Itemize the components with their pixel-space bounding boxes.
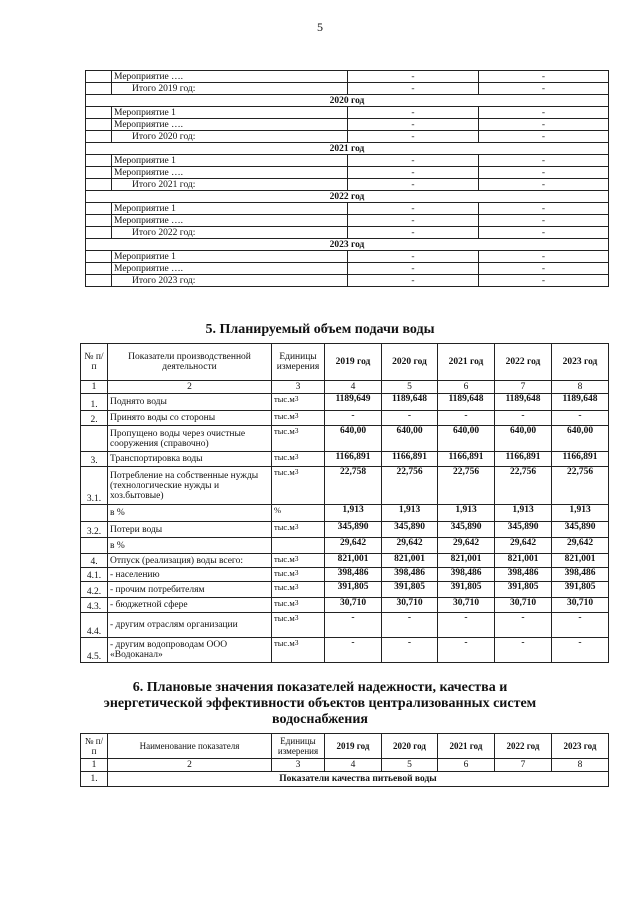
activity-label: Мероприятие 1 bbox=[112, 203, 348, 215]
unit-sup: 3 bbox=[294, 638, 299, 647]
indicator-name: - прочим потребителям bbox=[108, 582, 272, 598]
indicator-name: Транспортировка воды bbox=[108, 452, 272, 467]
activity-row bbox=[86, 155, 609, 167]
activity-label: Итого 2021 год: bbox=[112, 179, 348, 191]
activity-label: Мероприятие …. bbox=[112, 71, 348, 83]
activity-value: - bbox=[479, 119, 609, 131]
header-year: 2021 год bbox=[438, 734, 495, 759]
unit-cell bbox=[272, 394, 325, 411]
unit-text: тыс.м bbox=[274, 411, 295, 421]
indicator-name: Потребление на собственные нужды (технологические нужды и хоз.бытовые) bbox=[108, 467, 272, 505]
indicator-name: в % bbox=[108, 538, 272, 554]
activity-row bbox=[86, 167, 609, 179]
value-cell: 1166,891 bbox=[382, 452, 438, 467]
header-unit: Единицы измерения bbox=[272, 344, 325, 381]
unit-text: тыс.м bbox=[274, 522, 295, 532]
section5-title: 5. Планируемый объем подачи воды bbox=[205, 322, 435, 337]
value-cell: 30,710 bbox=[382, 598, 438, 613]
activity-label: Мероприятие …. bbox=[112, 119, 348, 131]
value-cell: 1,913 bbox=[438, 505, 495, 522]
column-number-row bbox=[81, 381, 609, 394]
row-blank bbox=[86, 155, 112, 167]
col-number: 1 bbox=[81, 381, 108, 394]
col-number: 6 bbox=[438, 759, 495, 772]
table-row bbox=[81, 394, 609, 411]
header-year: 2020 год bbox=[382, 344, 438, 381]
unit-sup: 3 bbox=[294, 411, 299, 420]
value-cell: 1189,649 bbox=[325, 394, 382, 411]
value-cell: 391,805 bbox=[325, 582, 382, 598]
activity-value: - bbox=[348, 275, 479, 287]
value-cell: 1166,891 bbox=[438, 452, 495, 467]
header-year: 2021 год bbox=[438, 344, 495, 381]
col-number: 2 bbox=[108, 381, 272, 394]
activity-label: Итого 2019 год: bbox=[112, 83, 348, 95]
row-num: 4.3. bbox=[81, 598, 108, 613]
value-cell: 345,890 bbox=[438, 522, 495, 538]
row-num bbox=[81, 538, 108, 554]
activity-value: - bbox=[348, 251, 479, 263]
activity-label: Мероприятие 1 bbox=[112, 107, 348, 119]
row-blank bbox=[86, 203, 112, 215]
indicator-name: Потери воды bbox=[108, 522, 272, 538]
unit-cell bbox=[272, 411, 325, 426]
row-blank bbox=[86, 167, 112, 179]
total-row bbox=[86, 131, 609, 143]
activity-value: - bbox=[479, 215, 609, 227]
value-cell: 1166,891 bbox=[325, 452, 382, 467]
activity-value: - bbox=[348, 107, 479, 119]
value-cell: 398,486 bbox=[325, 568, 382, 582]
table-row bbox=[81, 538, 609, 554]
col-number: 2 bbox=[108, 759, 272, 772]
header-year: 2023 год bbox=[552, 734, 609, 759]
total-row bbox=[86, 179, 609, 191]
value-cell: 345,890 bbox=[552, 522, 609, 538]
value-cell: 821,001 bbox=[438, 554, 495, 568]
header-year: 2023 год bbox=[552, 344, 609, 381]
col-number: 5 bbox=[382, 381, 438, 394]
header-year: 2020 год bbox=[382, 734, 438, 759]
section6-title: 6. Плановые значения показателей надежности, качества и энергетической эффективности объектов централизованных систем водоснабжения bbox=[103, 680, 537, 727]
value-cell: - bbox=[325, 613, 382, 638]
value-cell: 1189,648 bbox=[382, 394, 438, 411]
value-cell: 1,913 bbox=[325, 505, 382, 522]
col-number: 7 bbox=[495, 759, 552, 772]
value-cell: 1189,648 bbox=[552, 394, 609, 411]
total-row bbox=[86, 275, 609, 287]
value-cell: 640,00 bbox=[552, 426, 609, 452]
row-blank bbox=[86, 83, 112, 95]
subsection-title: Показатели качества питьевой воды bbox=[108, 772, 609, 787]
value-cell: - bbox=[382, 613, 438, 638]
page-number: 5 bbox=[317, 20, 323, 34]
activity-value: - bbox=[479, 227, 609, 239]
activity-row bbox=[86, 263, 609, 275]
value-cell: 1166,891 bbox=[495, 452, 552, 467]
col-number: 8 bbox=[552, 759, 609, 772]
row-blank bbox=[86, 275, 112, 287]
value-cell: 1,913 bbox=[552, 505, 609, 522]
activity-value: - bbox=[348, 83, 479, 95]
activity-value: - bbox=[348, 71, 479, 83]
value-cell: 640,00 bbox=[382, 426, 438, 452]
col-number: 1 bbox=[81, 759, 108, 772]
value-cell: 1189,648 bbox=[495, 394, 552, 411]
value-cell: - bbox=[438, 613, 495, 638]
activities-table bbox=[85, 70, 609, 287]
column-number-row bbox=[81, 759, 609, 772]
unit-sup: 3 bbox=[294, 452, 299, 461]
unit-sup: 3 bbox=[294, 613, 299, 622]
activity-row bbox=[86, 71, 609, 83]
activity-label: Мероприятие 1 bbox=[112, 155, 348, 167]
row-num: 2. bbox=[81, 411, 108, 426]
value-cell: - bbox=[495, 638, 552, 663]
unit-text: тыс.м bbox=[274, 582, 295, 592]
unit-text: % bbox=[274, 505, 282, 515]
activity-label: Итого 2020 год: bbox=[112, 131, 348, 143]
unit-sup: 3 bbox=[294, 568, 299, 577]
value-cell: 30,710 bbox=[438, 598, 495, 613]
activity-row bbox=[86, 251, 609, 263]
unit-sup: 3 bbox=[294, 554, 299, 563]
unit-cell bbox=[272, 452, 325, 467]
table-header-row bbox=[81, 734, 609, 759]
value-cell: - bbox=[325, 638, 382, 663]
activity-value: - bbox=[479, 107, 609, 119]
row-blank bbox=[86, 71, 112, 83]
activity-value: - bbox=[348, 227, 479, 239]
col-number: 4 bbox=[325, 381, 382, 394]
row-num: 4.5. bbox=[81, 638, 108, 663]
row-num: 3.1. bbox=[81, 467, 108, 505]
row-num bbox=[81, 505, 108, 522]
table-row bbox=[81, 598, 609, 613]
value-cell: - bbox=[325, 411, 382, 426]
indicator-name: - населению bbox=[108, 568, 272, 582]
indicator-name: - другим водопроводам ООО «Водоканал» bbox=[108, 638, 272, 663]
row-blank bbox=[86, 251, 112, 263]
row-num: 3.2. bbox=[81, 522, 108, 538]
value-cell: 398,486 bbox=[495, 568, 552, 582]
value-cell: 22,758 bbox=[325, 467, 382, 505]
activity-value: - bbox=[479, 155, 609, 167]
unit-sup: 3 bbox=[294, 467, 299, 476]
row-blank bbox=[86, 227, 112, 239]
year-row bbox=[86, 143, 609, 155]
unit-cell bbox=[272, 522, 325, 538]
table-row bbox=[81, 426, 609, 452]
header-year: 2022 год bbox=[495, 344, 552, 381]
col-number: 7 bbox=[495, 381, 552, 394]
unit-text: тыс.м bbox=[274, 568, 295, 578]
indicator-name: Принято воды со стороны bbox=[108, 411, 272, 426]
year-row bbox=[86, 191, 609, 203]
year-row bbox=[86, 239, 609, 251]
unit-text: тыс.м bbox=[274, 394, 295, 404]
unit-cell bbox=[272, 568, 325, 582]
value-cell: 29,642 bbox=[325, 538, 382, 554]
col-number: 6 bbox=[438, 381, 495, 394]
value-cell: 29,642 bbox=[495, 538, 552, 554]
table-row bbox=[81, 568, 609, 582]
activity-value: - bbox=[348, 119, 479, 131]
value-cell: 391,805 bbox=[552, 582, 609, 598]
value-cell: - bbox=[552, 638, 609, 663]
total-row bbox=[86, 83, 609, 95]
header-year: 2019 год bbox=[325, 734, 382, 759]
indicator-name: - бюджетной сфере bbox=[108, 598, 272, 613]
value-cell: 22,756 bbox=[552, 467, 609, 505]
value-cell: 22,756 bbox=[495, 467, 552, 505]
value-cell: 29,642 bbox=[382, 538, 438, 554]
value-cell: - bbox=[382, 411, 438, 426]
header-indicator: Наименование показателя bbox=[108, 734, 272, 759]
activity-value: - bbox=[479, 83, 609, 95]
indicator-name: Отпуск (реализация) воды всего: bbox=[108, 554, 272, 568]
value-cell: 345,890 bbox=[495, 522, 552, 538]
activity-label: Мероприятие …. bbox=[112, 263, 348, 275]
total-row bbox=[86, 227, 609, 239]
row-num bbox=[81, 426, 108, 452]
value-cell: 640,00 bbox=[495, 426, 552, 452]
activity-value: - bbox=[348, 131, 479, 143]
header-year: 2019 год bbox=[325, 344, 382, 381]
value-cell: 821,001 bbox=[552, 554, 609, 568]
value-cell: 821,001 bbox=[382, 554, 438, 568]
unit-cell bbox=[272, 598, 325, 613]
activity-value: - bbox=[479, 179, 609, 191]
subsection-num: 1. bbox=[81, 772, 108, 787]
activity-label: Мероприятие …. bbox=[112, 167, 348, 179]
value-cell: 1,913 bbox=[382, 505, 438, 522]
value-cell: 391,805 bbox=[495, 582, 552, 598]
table-row bbox=[81, 411, 609, 426]
unit-text: тыс.м bbox=[274, 426, 295, 436]
value-cell: 345,890 bbox=[325, 522, 382, 538]
water-supply-table bbox=[80, 343, 609, 663]
unit-text: тыс.м bbox=[274, 554, 295, 564]
value-cell: - bbox=[438, 411, 495, 426]
table-header-row bbox=[81, 344, 609, 381]
col-number: 3 bbox=[272, 381, 325, 394]
unit-cell bbox=[272, 638, 325, 663]
indicator-name: Пропущено воды через очистные сооружения (справочно) bbox=[108, 426, 272, 452]
value-cell: 22,756 bbox=[438, 467, 495, 505]
unit-text: тыс.м bbox=[274, 613, 295, 623]
unit-text: тыс.м bbox=[274, 638, 295, 648]
row-num: 4.4. bbox=[81, 613, 108, 638]
unit-cell bbox=[272, 538, 325, 554]
year-label: 2020 год bbox=[86, 95, 609, 107]
table-row bbox=[81, 613, 609, 638]
unit-text: тыс.м bbox=[274, 452, 295, 462]
unit-cell bbox=[272, 613, 325, 638]
value-cell: 345,890 bbox=[382, 522, 438, 538]
year-row bbox=[86, 95, 609, 107]
unit-sup: 3 bbox=[294, 426, 299, 435]
value-cell: 1166,891 bbox=[552, 452, 609, 467]
row-num: 3. bbox=[81, 452, 108, 467]
row-blank bbox=[86, 179, 112, 191]
value-cell: 821,001 bbox=[495, 554, 552, 568]
activity-row bbox=[86, 119, 609, 131]
unit-sup: 3 bbox=[294, 522, 299, 531]
value-cell: 821,001 bbox=[325, 554, 382, 568]
table-row bbox=[81, 505, 609, 522]
activity-label: Мероприятие 1 bbox=[112, 251, 348, 263]
col-number: 3 bbox=[272, 759, 325, 772]
activity-row bbox=[86, 203, 609, 215]
activity-value: - bbox=[479, 167, 609, 179]
activity-value: - bbox=[348, 179, 479, 191]
unit-sup: 3 bbox=[294, 582, 299, 591]
value-cell: - bbox=[382, 638, 438, 663]
activity-value: - bbox=[479, 131, 609, 143]
row-num: 4.1. bbox=[81, 568, 108, 582]
value-cell: 640,00 bbox=[438, 426, 495, 452]
activity-label: Итого 2023 год: bbox=[112, 275, 348, 287]
activity-label: Итого 2022 год: bbox=[112, 227, 348, 239]
activity-value: - bbox=[348, 263, 479, 275]
value-cell: - bbox=[552, 613, 609, 638]
unit-cell bbox=[272, 426, 325, 452]
row-num: 4.2. bbox=[81, 582, 108, 598]
activity-value: - bbox=[479, 203, 609, 215]
activity-row bbox=[86, 215, 609, 227]
subsection-row bbox=[81, 772, 609, 787]
indicator-name: в % bbox=[108, 505, 272, 522]
activity-value: - bbox=[479, 263, 609, 275]
activity-value: - bbox=[348, 155, 479, 167]
table-row bbox=[81, 554, 609, 568]
row-blank bbox=[86, 131, 112, 143]
row-blank bbox=[86, 119, 112, 131]
unit-text: тыс.м bbox=[274, 467, 295, 477]
row-num: 1. bbox=[81, 394, 108, 411]
col-number: 8 bbox=[552, 381, 609, 394]
header-num: № п/п bbox=[81, 344, 108, 381]
unit-sup: 3 bbox=[294, 598, 299, 607]
table-row bbox=[81, 638, 609, 663]
year-label: 2021 год bbox=[86, 143, 609, 155]
value-cell: 30,710 bbox=[495, 598, 552, 613]
value-cell: 391,805 bbox=[438, 582, 495, 598]
value-cell: 398,486 bbox=[552, 568, 609, 582]
value-cell: 30,710 bbox=[325, 598, 382, 613]
row-blank bbox=[86, 215, 112, 227]
activity-value: - bbox=[348, 203, 479, 215]
col-number: 5 bbox=[382, 759, 438, 772]
indicator-name: - другим отраслям организации bbox=[108, 613, 272, 638]
value-cell: 398,486 bbox=[438, 568, 495, 582]
activity-label: Мероприятие …. bbox=[112, 215, 348, 227]
activity-value: - bbox=[479, 71, 609, 83]
activity-row bbox=[86, 107, 609, 119]
unit-sup: 3 bbox=[294, 394, 299, 403]
unit-text: тыс.м bbox=[274, 598, 295, 608]
col-number: 4 bbox=[325, 759, 382, 772]
table-row bbox=[81, 467, 609, 505]
activity-value: - bbox=[479, 251, 609, 263]
indicator-name: Поднято воды bbox=[108, 394, 272, 411]
value-cell: 29,642 bbox=[438, 538, 495, 554]
year-label: 2023 год bbox=[86, 239, 609, 251]
indicators-table bbox=[80, 733, 609, 787]
header-unit: Единицы измерения bbox=[272, 734, 325, 759]
unit-cell bbox=[272, 582, 325, 598]
activity-value: - bbox=[348, 215, 479, 227]
value-cell: 1189,648 bbox=[438, 394, 495, 411]
header-num: № п/п bbox=[81, 734, 108, 759]
header-year: 2022 год bbox=[495, 734, 552, 759]
value-cell: 22,756 bbox=[382, 467, 438, 505]
activity-value: - bbox=[348, 167, 479, 179]
unit-cell bbox=[272, 467, 325, 505]
year-label: 2022 год bbox=[86, 191, 609, 203]
value-cell: - bbox=[495, 613, 552, 638]
value-cell: - bbox=[438, 638, 495, 663]
row-num: 4. bbox=[81, 554, 108, 568]
unit-cell bbox=[272, 554, 325, 568]
value-cell: 640,00 bbox=[325, 426, 382, 452]
value-cell: 29,642 bbox=[552, 538, 609, 554]
table-row bbox=[81, 452, 609, 467]
unit-cell bbox=[272, 505, 325, 522]
value-cell: 398,486 bbox=[382, 568, 438, 582]
value-cell: 30,710 bbox=[552, 598, 609, 613]
value-cell: - bbox=[552, 411, 609, 426]
table-row bbox=[81, 522, 609, 538]
row-blank bbox=[86, 263, 112, 275]
table-row bbox=[81, 582, 609, 598]
value-cell: 391,805 bbox=[382, 582, 438, 598]
activity-value: - bbox=[479, 275, 609, 287]
value-cell: - bbox=[495, 411, 552, 426]
header-indicator: Показатели производственной деятельности bbox=[108, 344, 272, 381]
value-cell: 1,913 bbox=[495, 505, 552, 522]
row-blank bbox=[86, 107, 112, 119]
